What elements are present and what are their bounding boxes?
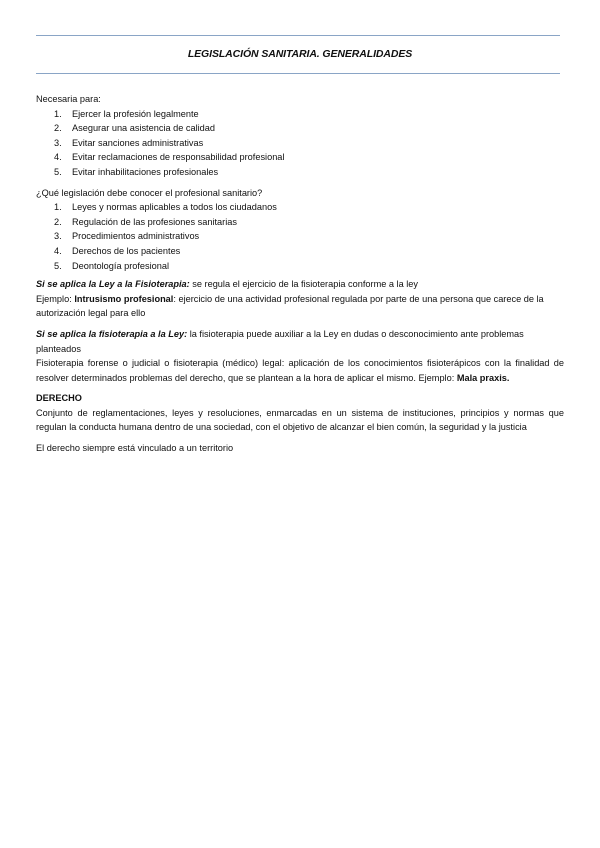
list-item: 5. Evitar inhabilitaciones profesionales [54,166,219,177]
list-item: 3. Procedimientos administrativos [54,231,200,242]
list-item: 1. Ejercer la profesión legalmente [54,108,199,119]
page-title: LEGISLACIÓN SANITARIA. GENERALIDADES [187,48,413,60]
header-top-rule [36,35,560,36]
document-body [36,92,564,456]
list-item: 2. Asegurar una asistencia de calidad [54,123,216,134]
intrusismo-term: Intrusismo profesional [74,293,174,304]
mala-praxis-term: Mala praxis. [456,372,510,383]
ley-fisio-heading: Si se aplica la Ley a la Fisioterapia: [36,279,190,290]
ley-fisio-example: Ejemplo: Intrusismo profesional: ejercicio de una actividad profesional regulada por parte de una persona que carece de la autorización legal para ello [36,293,544,319]
header-bottom-rule [36,73,560,74]
forense-paragraph: Fisioterapia forense o judicial o fisioterapia (médico) legal: aplicación de los conocimientos fisioterápicos con la finalidad de resolver determinados problemas del derecho, que se plantean a la hora de aplicar el mismo. Ejemplo: Mala praxis. [36,358,564,383]
fisio-ley-heading: Si se aplica la fisioterapia a la Ley: [36,328,188,339]
list-item: 2. Regulación de las profesiones sanitarias [54,216,237,227]
list-item: 4. Evitar reclamaciones de responsabilidad profesional [54,152,285,163]
section2-intro: ¿Qué legislación debe conocer el profesional sanitario? [36,187,263,198]
derecho-definition: Conjunto de reglamentaciones, leyes y resoluciones, enmarcadas en un sistema de instituciones, principios y normas que regulan la conducta humana dentro de una sociedad, con el objetivo de alcanzar el bien común, la seguridad y la justicia [36,407,564,433]
derecho-heading: DERECHO [36,393,82,404]
section2-list [36,200,564,273]
list-item: 3. Evitar sanciones administrativas [54,137,204,148]
section1-intro: Necesaria para: [36,94,101,104]
list-item: 1. Leyes y normas aplicables a todos los ciudadanos [54,202,277,213]
derecho-territorio: El derecho siempre está vinculado a un territorio [36,443,234,454]
list-item: 5. Deontología profesional [54,260,170,271]
section1-list [36,107,564,180]
list-item: 4. Derechos de los pacientes [54,245,181,256]
ley-fisio-paragraph: Si se aplica la Ley a la Fisioterapia: se regula el ejercicio de la fisioterapia conforme a la ley [36,279,418,290]
fisio-ley-paragraph: Si se aplica la fisioterapia a la Ley: la fisioterapia puede auxiliar a la Ley en dudas o desconocimiento ante problemas planteados [36,328,524,354]
